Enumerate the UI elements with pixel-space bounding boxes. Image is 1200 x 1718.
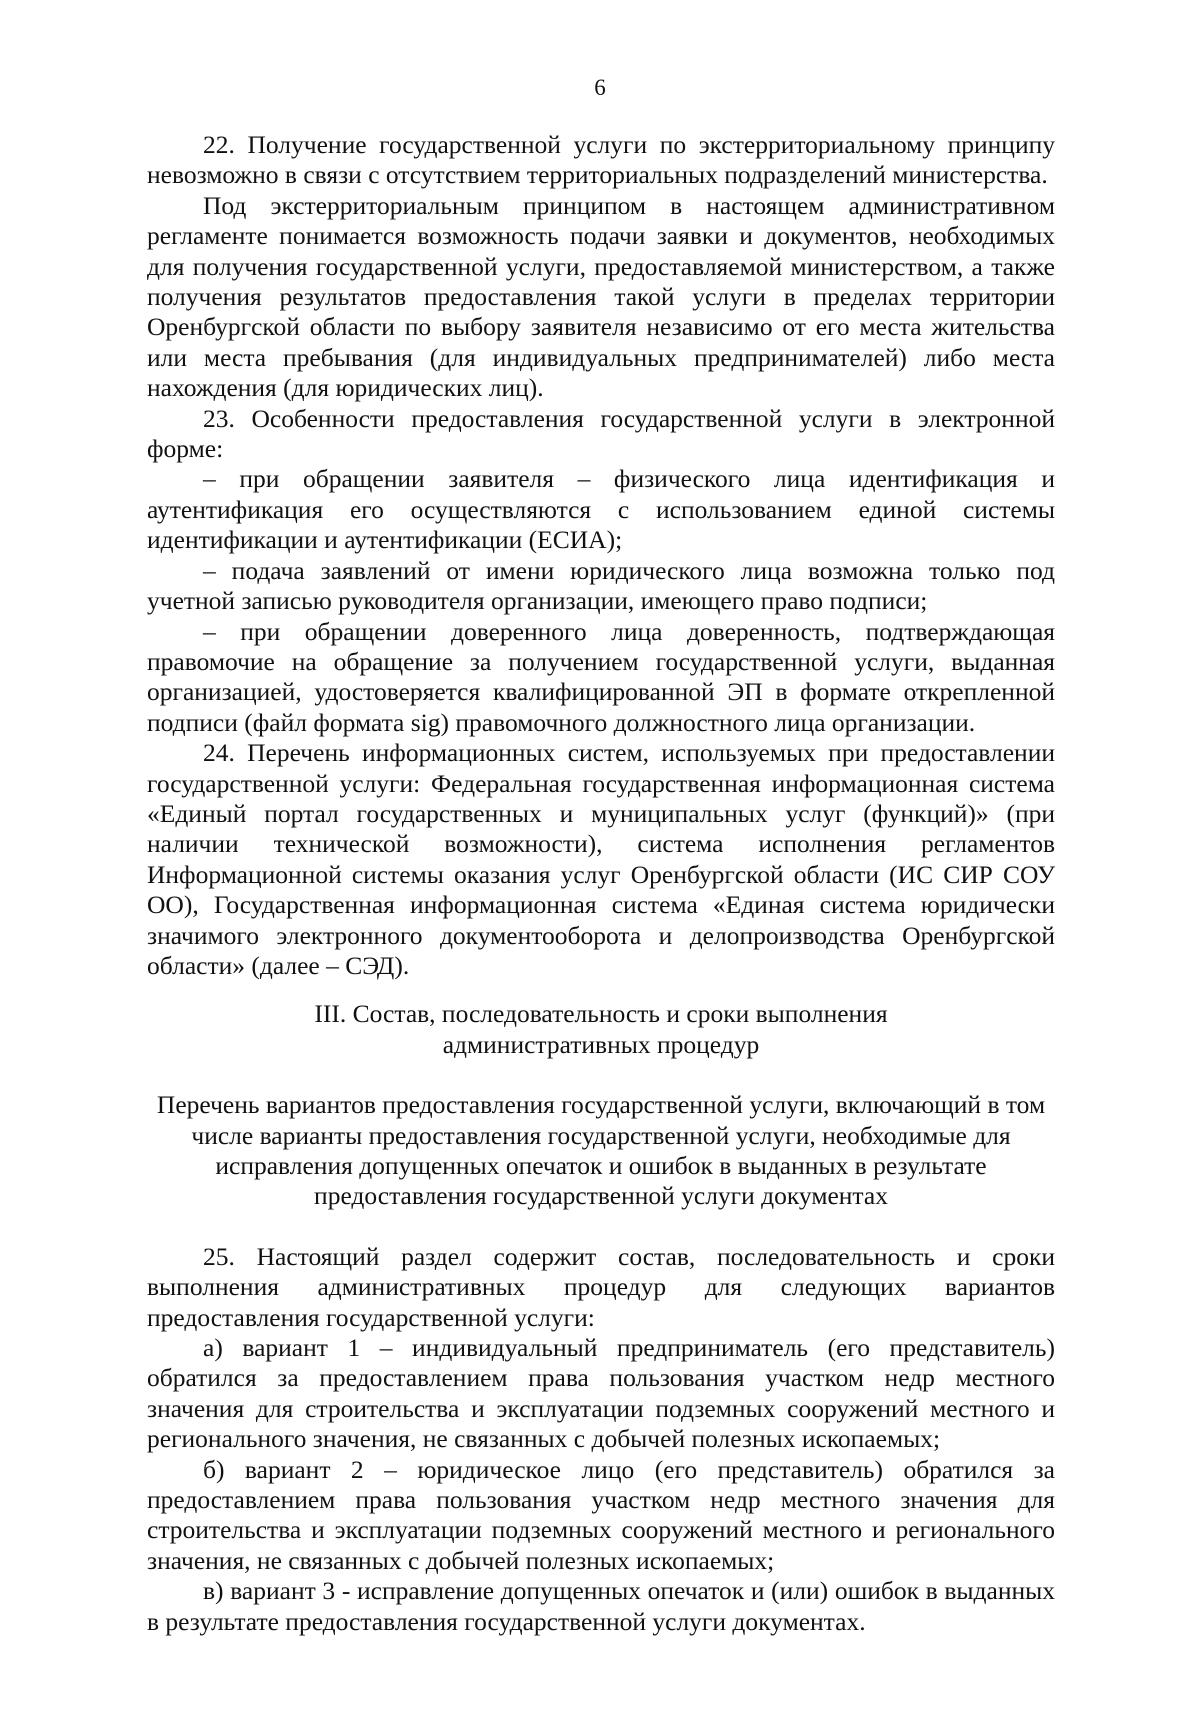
paragraph-22: 22. Получение государственной услуги по экстерриториальному принципу невозможно в связи с отсутствием территориальных подразделений министерства.	[147, 130, 1055, 190]
subheading	[147, 1090, 1055, 1212]
subheading-line-4: предоставления государственной услуги документах	[314, 1181, 888, 1211]
variant-3: в) вариант 3 - исправление допущенных опечаток и (или) ошибок в выданных в результате предоставления государственной услуги документах.	[147, 1576, 1055, 1636]
page-number: 6	[594, 75, 606, 100]
section-heading-line-2: административных процедур	[442, 1029, 760, 1059]
subheading-line-1: Перечень вариантов предоставления государственной услуги, включающий в том	[156, 1090, 1046, 1120]
paragraph-25: 25. Настоящий раздел содержит состав, последовательность и сроки выполнения административных процедур для следующих вариантов предоставления государственной услуги:	[147, 1241, 1055, 1332]
section-heading-line-1: III. Состав, последовательность и сроки выполнения	[314, 999, 888, 1029]
list-item-esia: – при обращении заявителя – физического лица идентификация и аутентификация его осуществляются с использованием единой системы идентификации и аутентификации (ЕСИА);	[147, 464, 1055, 555]
section-heading	[147, 999, 1055, 1060]
variant-1: а) вариант 1 – индивидуальный предприниматель (его представитель) обратился за предоставлением права пользования участком недр местного значения для строительства и эксплуатации подземных сооружений местного и регионального значения, не связанных с добычей полезных ископаемых;	[147, 1333, 1055, 1454]
paragraph-23: 23. Особенности предоставления государственной услуги в электронной форме:	[147, 403, 1055, 464]
paragraph-24: 24. Перечень информационных систем, используемых при предоставлении государственной услуги: Федеральная государственная информационная система «Единый портал государственных и муниципальных услуг (функций)» (при наличии технической возможности), система исполнения регламентов Информационной системы оказания услуг Оренбургской области (ИС СИР СОУ ОО), Государственная информационная система «Единая система юридически значимого электронного документооборота и делопроизводства Оренбургской области» (далее – СЭД).	[147, 738, 1055, 980]
list-item-trusted-person: – при обращении доверенного лица доверенность, подтверждающая правомочие на обращение за получением государственной услуги, выданная организацией, удостоверяется квалифицированной ЭП в формате открепленной подписи (файл формата sig) правомочного должностного лица организации.	[147, 616, 1055, 737]
subheading-line-3: исправления допущенных опечаток и ошибок в выданных в результате	[215, 1151, 987, 1180]
subheading-line-2: числе варианты предоставления государственной услуги, необходимые для	[191, 1120, 1011, 1150]
list-item-legal-entity: – подача заявлений от имени юридического лица возможна только под учетной записью руководителя организации, имеющего право подписи;	[147, 555, 1055, 616]
variant-2: б) вариант 2 – юридическое лицо (его представитель) обратился за предоставлением права пользования участком недр местного значения для строительства и эксплуатации подземных сооружений местного и регионального значения, не связанных с добычей полезных ископаемых;	[147, 1454, 1055, 1575]
paragraph-extraterritorial-definition: Под экстерриториальным принципом в настоящем административном регламенте понимается возможность подачи заявки и документов, необходимых для получения государственной услуги, предоставляемой министерством, а также получения результатов предоставления такой услуги в пределах территории Оренбургской области по выбору заявителя независимо от его места жительства или места пребывания (для индивидуальных предпринимателей) либо места нахождения (для юридических лиц).	[147, 190, 1055, 403]
document-body	[147, 130, 1055, 1637]
